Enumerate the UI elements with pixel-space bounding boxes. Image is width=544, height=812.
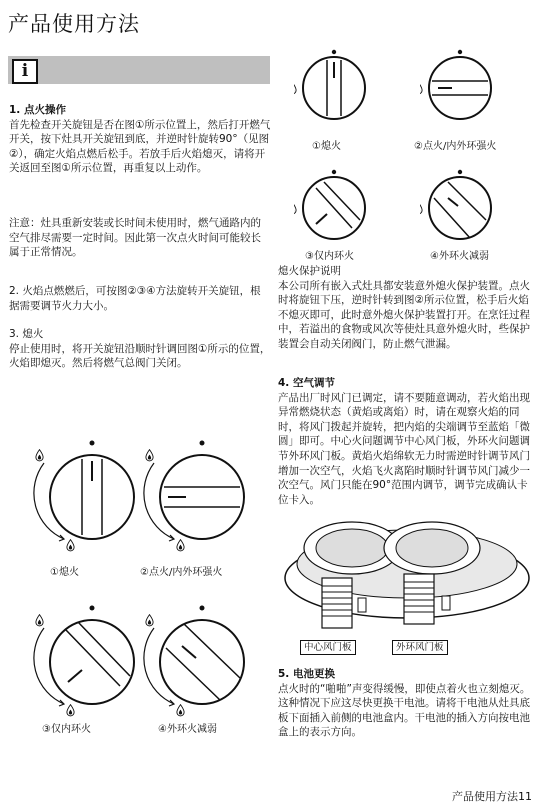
knob-ignite-large	[140, 435, 260, 559]
knob-off-diagram	[294, 48, 374, 128]
info-icon: i	[12, 59, 38, 84]
center-damper-label: 中心风门板	[300, 640, 356, 655]
section-ignition-heading: 1. 点火操作	[9, 104, 66, 116]
section-ignition	[9, 103, 271, 176]
top-caption-inner: ③仅内环火	[305, 251, 354, 262]
left-caption-outer-low: ④外环火减弱	[158, 724, 217, 735]
knob-inner-diagram	[294, 168, 374, 248]
section-air	[278, 376, 534, 507]
outer-damper-label: 外环风门板	[392, 640, 448, 655]
knob-ignite-diagram	[420, 48, 500, 128]
section-battery-body: 点火时的“啪啪”声变得缓慢，即使点着火也立刻熄灭。这种情况下应这尽快更换干电池。请将干电池从灶具底板下面插入前侧的电池盒内。干电池的插入方向按电池盒上的表示方向。	[278, 682, 531, 739]
note-text: 注意：灶具重新安装或长时间未使用时，燃气通路内的空气排尽需要一定时间。因此第一次点火时间可能较长属于正常情况。	[9, 217, 261, 259]
knob-off-large	[30, 435, 150, 559]
page-title: 产品使用方法	[8, 12, 140, 36]
page-footer: 产品使用方法11	[452, 790, 532, 803]
section-battery-heading: 5. 电池更换	[278, 668, 335, 680]
section-ignition-body: 首先检查开关旋钮是否在图①所示位置上，然后打开燃气开关，按下灶具开关旋钮到底，并逆时针旋转90°（见图②），确定火焰点燃后松手。若放手后火焰熄灭，请将开关返回至图①所示位置，再重复以上动作。	[9, 118, 271, 175]
left-caption-inner: ③仅内环火	[42, 724, 91, 735]
knob-outer-low-large	[140, 600, 260, 724]
burner-damper-illustration	[282, 518, 532, 642]
section-battery	[278, 667, 534, 740]
top-caption-off: ①熄火	[312, 141, 341, 152]
section-adjust: 2. 火焰点燃燃后，可按图②③④方法旋转开关旋钮，根据需要调节火力大小。	[9, 285, 261, 312]
info-banner	[8, 56, 270, 84]
left-caption-off: ①熄火	[50, 567, 79, 578]
section-shutoff-heading: 3. 熄火	[9, 328, 44, 340]
left-caption-ignite: ②点火/内外环强火	[140, 567, 223, 578]
knob-inner-large	[30, 600, 150, 724]
section-shutoff	[9, 327, 271, 371]
section-protection-body: 本公司所有嵌入式灶具都安装意外熄火保护装置。点火时将旋钮下压，逆时针转到图②所示位置，松手后火焰不熄灭即可，此时意外熄火保护装置打开。在烹饪过程中，若溢出的食物或风次等使灶具意外熄火时，些保护装置会自动关闭阀门，防止燃气泄漏。	[278, 279, 530, 350]
section-air-body: 产品出厂时风门已调定，请不要随意调动，若火焰出现异常燃烧状态（黄焰或离焰）时，请在观察火焰的同时，将风门拨起并旋转，把内焰的尖端调节至蓝焰「微圆」即可。中心火问题调节中心风门板，外环火问题调节外环风门板。黄焰火焰绵软无力时需逆时针调节风门增加一次空气，火焰飞火离陷时顺时针调节风门减少一次空气。风门只能在90°范围内调节，调节完成确认卡位卡入。	[278, 391, 530, 506]
knob-outer-low-diagram	[420, 168, 500, 248]
section-air-heading: 4. 空气调节	[278, 377, 335, 389]
top-caption-ignite: ②点火/内外环强火	[414, 141, 497, 152]
top-caption-outer-low: ④外环火减弱	[430, 251, 489, 262]
section-protection	[278, 264, 534, 352]
section-protection-heading: 熄火保护说明	[278, 265, 341, 277]
section-shutoff-body: 停止使用时，将开关旋钮沿顺时针调回图①所示的位置，火焰即熄灭。然后将燃气总阀门关闭。	[9, 342, 271, 370]
